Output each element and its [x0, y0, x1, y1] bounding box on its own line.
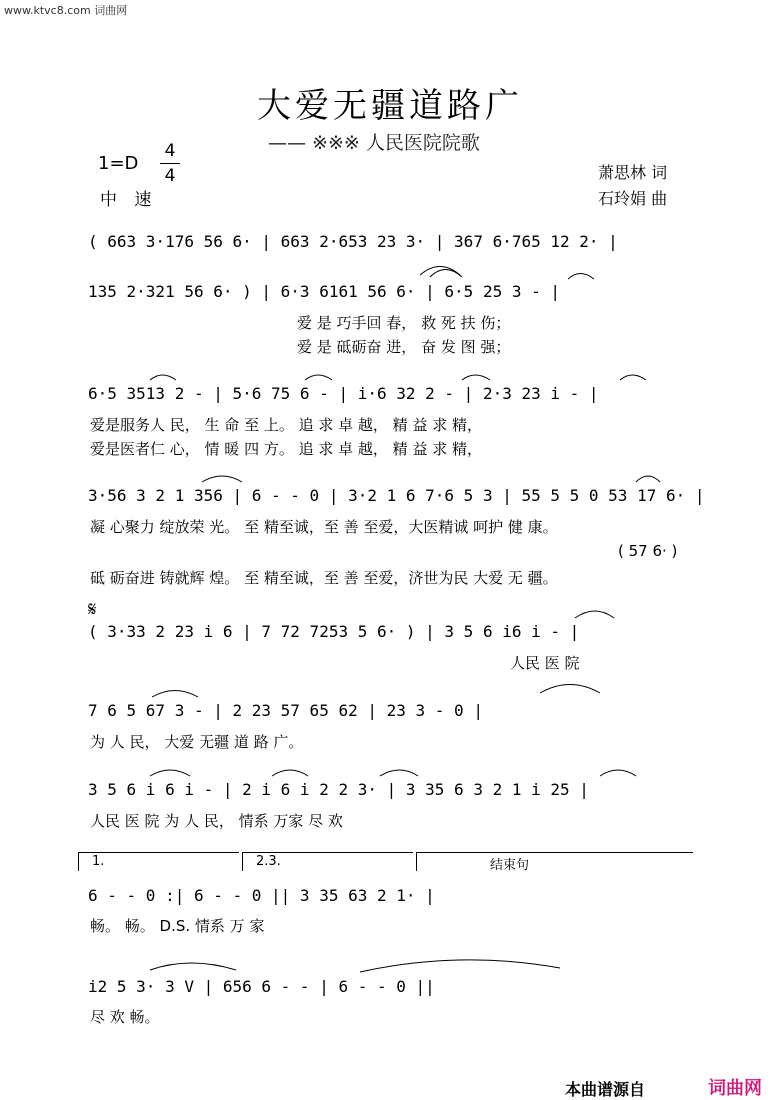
notation-line: ( 663 3·176 56 6· | 663 2·653 23 3· | 367 6·765 12 2· | [88, 232, 618, 251]
segno-sign: 𝄋 [88, 597, 97, 621]
notation-line: 3 5 6 i 6 i - | 2 i 6 i 2 2 3· | 3 35 6 3 2 1 i 25 | [88, 780, 589, 799]
lyric-line: 爱 是 砥砺奋 进， 奋 发 图 强； [297, 338, 511, 356]
time-sig-top: 4 [164, 141, 176, 161]
lyric-line: 爱 是 巧手回 春， 救 死 扶 伤； [297, 314, 511, 332]
song-title: 大爱无疆道路广 [257, 86, 523, 126]
notation-line: ( 3·33 2 23 i 6 | 7 72 7253 5 6· ) | 3 5 6 i6 i - | [88, 622, 580, 641]
lyric-line: 凝 心聚力 绽放荣 光。 至 精至诚，至 善 至爱，大医精诚 呵护 健 康。 [90, 518, 558, 536]
notation-line: 3·56 3 2 1 356 | 6 - - 0 | 3·2 1 6 7·6 5 3 | 55 5 5 0 53 17 6· | [88, 486, 705, 505]
lyric-line: 人民 医 院 [510, 654, 580, 672]
lyric-line: 爱是医者仁 心， 情 暖 四 方。 追 求 卓 越， 精 益 求 精， [90, 440, 482, 458]
notation-line: 6 - - 0 :| 6 - - 0 || 3 35 63 2 1· | [88, 886, 435, 905]
second-ending-label: 2.3. [256, 854, 281, 869]
lyric-line: 尽 欢 畅。 [90, 1008, 160, 1026]
lyric-line: 人民 医 院 为 人 民， 情系 万家 尽 欢 [90, 812, 343, 830]
lyric-line: 畅。 畅。 D.S. 情系 万 家 [90, 917, 265, 935]
time-sig-bottom: 4 [164, 166, 176, 186]
notation-line: 6·5 3513 2 - | 5·6 75 6 - | i·6 32 2 - | 2·3 23 i - | [88, 384, 599, 403]
lyric-line: ( 57 6· ) [618, 542, 678, 560]
lyric-line: 为 人 民， 大爱 无疆 道 路 广。 [90, 733, 304, 751]
tempo-mark: 中 速 [100, 190, 158, 210]
notation-line: 7 6 5 67 3 - | 2 23 57 65 62 | 23 3 - 0 | [88, 701, 483, 720]
song-subtitle: —— ※※※ 人民医院院歌 [268, 132, 480, 154]
footer-site-logo: 词曲网 [708, 1078, 762, 1099]
notation-line: 135 2·321 56 6· ) | 6·3 6161 56 6· | 6·5 25 3 - | [88, 282, 561, 301]
notation-line: i2 5 3· 3 V | 656 6 - - | 6 - - 0 || [88, 977, 435, 996]
watermark: www.ktvc8.com 词曲网 [4, 4, 128, 17]
coda-label: 结束句 [490, 858, 530, 873]
composer-credit: 石玲娟 曲 [598, 189, 668, 208]
lyric-line: 爱是服务人 民， 生 命 至 上。 追 求 卓 越， 精 益 求 精， [90, 416, 482, 434]
lyric-line: 砥 砺奋进 铸就辉 煌。 至 精至诚，至 善 至爱，济世为民 大爱 无 疆。 [90, 569, 558, 587]
first-ending-label: 1. [92, 854, 105, 869]
key-signature: 1=D [98, 153, 139, 174]
footer-source-text: 本曲谱源自 [565, 1080, 646, 1099]
lyricist-credit: 萧思林 词 [598, 163, 668, 182]
